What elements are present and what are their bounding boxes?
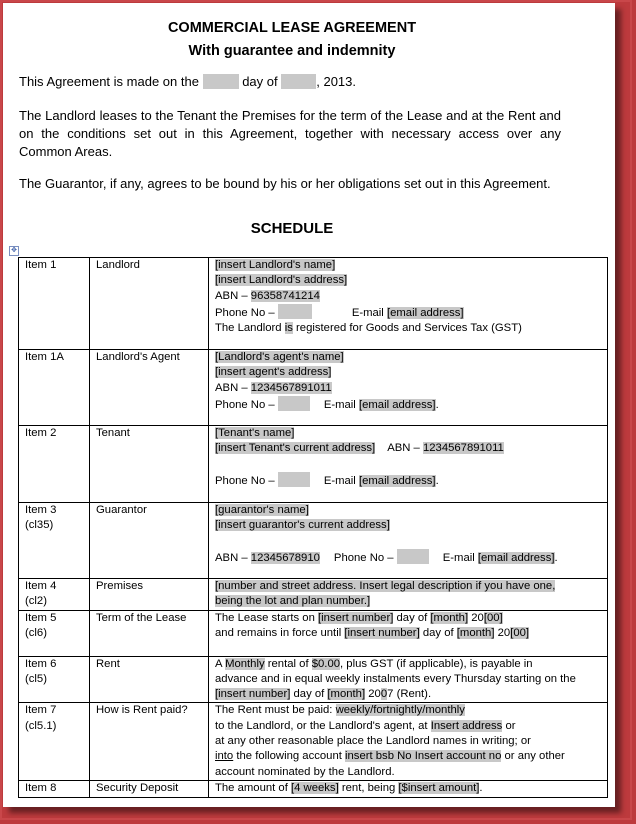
detail-cell: The amount of [4 weeks] rent, being [$insert amount]. (209, 780, 608, 797)
deposit-amount-field[interactable]: [$insert amount] (398, 781, 480, 794)
document-page (3, 3, 615, 807)
payment-frequency-field[interactable]: weekly/fortnightly/monthly (335, 704, 465, 717)
agent-name-field[interactable]: [Landlord's agent's name] (215, 351, 344, 363)
lease-start-month-field[interactable]: [month] (430, 611, 469, 624)
landlord-email-field[interactable]: [email address] (386, 306, 464, 319)
tenant-abn-field[interactable]: 1234567891011 (422, 442, 504, 455)
item-cell: Item 7 (cl5.1) (19, 703, 90, 780)
detail-cell: [guarantor's name] [insert guarantor's current address] ABN – 12345678910 Phone No – E-mail [email address]. (209, 503, 608, 579)
rent-start-day-field[interactable]: [insert number] (215, 688, 291, 701)
table-row (19, 780, 608, 797)
document-title: COMMERCIAL LEASE AGREEMENT (167, 20, 417, 36)
detail-cell: A Monthly rental of $0.00, plus GST (if applicable), is payable in advance and in equal weekly instalments every Thursday starting on the [insert number] day of [month] 2007 (Rent). (209, 656, 608, 703)
label-cell: Security Deposit (90, 780, 209, 797)
label-cell: Rent (90, 656, 209, 703)
detail-cell: [Tenant's name] [insert Tenant's current address] ABN – 1234567891011 Phone No – E-mail [email address]. (209, 426, 608, 503)
agent-email-field[interactable]: [email address] (358, 398, 436, 411)
tenant-name-field[interactable]: [Tenant's name] (215, 427, 295, 439)
lease-paragraph: The Landlord leases to the Tenant the Premises for the term of the Lease and at the Rent and on the conditions set out in this Agreement, together with necessary access over any Common Areas. (19, 108, 561, 159)
guarantor-email-field[interactable]: [email address] (477, 551, 555, 564)
lease-end-day-field[interactable]: [insert number] (344, 626, 420, 639)
item-cell: Item 1 (19, 258, 90, 350)
guarantor-name-field[interactable]: [guarantor's name] (215, 504, 309, 516)
table-row (19, 703, 608, 780)
payment-address-field[interactable]: Insert address (430, 719, 503, 732)
label-cell: How is Rent paid? (90, 703, 209, 780)
item-cell: Item 4 (cl2) (19, 579, 90, 611)
item-cell: Item 5 (cl6) (19, 610, 90, 656)
label-cell: Landlord's Agent (90, 350, 209, 426)
rent-start-month-field[interactable]: [month] (327, 688, 366, 701)
guarantor-phone-field[interactable] (397, 549, 429, 564)
detail-cell: The Rent must be paid: weekly/fortnightly/monthly to the Landlord, or the Landlord's agent, at Insert address or at any other reasonable place the Landlord names in writing; or into the following account insert bsb No Insert account no or any other account nominated by the Landlord. (209, 703, 608, 780)
agent-phone-field[interactable] (278, 396, 310, 411)
document-subtitle: With guarantee and indemnity (188, 43, 396, 59)
lease-end-month-field[interactable]: [month] (456, 626, 495, 639)
landlord-phone-field[interactable] (278, 304, 312, 319)
table-row (19, 503, 608, 579)
lease-start-day-field[interactable]: [insert number] (318, 611, 394, 624)
schedule-heading: SCHEDULE (250, 220, 334, 237)
date-blank-day[interactable] (203, 74, 239, 89)
table-row (19, 258, 608, 350)
guarantor-paragraph: The Guarantor, if any, agrees to be bound by his or her obligations set out in this Agreement. (19, 176, 551, 191)
gst-status-field[interactable]: is (284, 322, 293, 335)
label-cell: Tenant (90, 426, 209, 503)
rent-amount-field[interactable]: $0.00 (311, 657, 341, 670)
detail-cell: [insert Landlord's name] [insert Landlord's address] ABN – 96358741214 Phone No – E-mail [email address] The Landlord is registered for Goods and Services Tax (GST) (209, 258, 608, 350)
rent-frequency-field[interactable]: Monthly (225, 657, 265, 670)
item-cell: Item 6 (cl5) (19, 656, 90, 703)
table-row (19, 350, 608, 426)
landlord-abn-field[interactable]: 96358741214 (250, 289, 320, 302)
tenant-address-field[interactable]: [insert Tenant's current address] (215, 442, 376, 455)
table-row (19, 579, 608, 611)
detail-cell: The Lease starts on [insert number] day of [month] 20[00] and remains in force until [insert number] day of [month] 20[00] (209, 610, 608, 656)
landlord-name-field[interactable]: [insert Landlord's name] (215, 259, 336, 271)
table-row (19, 656, 608, 703)
table-row (19, 426, 608, 503)
guarantor-address-field[interactable]: [insert guarantor's current address] (215, 519, 390, 532)
detail-cell (209, 579, 608, 611)
item-cell: Item 1A (19, 350, 90, 426)
detail-cell: [Landlord's agent's name] [insert agent's address] ABN – 1234567891011 Phone No – E-mail [email address]. (209, 350, 608, 426)
guarantor-abn-field[interactable]: 12345678910 (250, 551, 320, 564)
tenant-email-field[interactable]: [email address] (358, 474, 436, 487)
rent-start-year-field[interactable]: 0 (380, 688, 388, 701)
label-cell: Term of the Lease (90, 610, 209, 656)
tenant-phone-field[interactable] (278, 472, 310, 487)
item-cell: Item 2 (19, 426, 90, 503)
lease-end-year-field[interactable]: [00] (510, 626, 530, 639)
item-cell: Item 3 (cl35) (19, 503, 90, 579)
table-move-handle-icon[interactable]: ✥ (9, 246, 19, 256)
landlord-address-field[interactable]: [insert Landlord's address] (215, 274, 348, 287)
label-cell: Premises (90, 579, 209, 611)
agreement-date-line: This Agreement is made on the day of , 2013. (19, 74, 356, 89)
item-cell: Item 8 (19, 780, 90, 797)
date-blank-month[interactable] (281, 74, 316, 89)
label-cell: Landlord (90, 258, 209, 350)
schedule-table (18, 257, 608, 798)
deposit-weeks-field[interactable]: [4 weeks] (291, 781, 339, 794)
agent-abn-field[interactable]: 1234567891011 (250, 381, 332, 394)
label-cell: Guarantor (90, 503, 209, 579)
bank-account-field[interactable]: insert bsb No Insert account no (345, 750, 502, 763)
premises-description-field[interactable]: [number and street address. Insert legal description if you have one, (215, 580, 556, 592)
premises-lot-field[interactable]: being the lot and plan number.] (215, 595, 371, 608)
lease-start-year-field[interactable]: [00] (483, 611, 503, 624)
agent-address-field[interactable]: [insert agent's address] (215, 366, 332, 379)
table-row (19, 610, 608, 656)
